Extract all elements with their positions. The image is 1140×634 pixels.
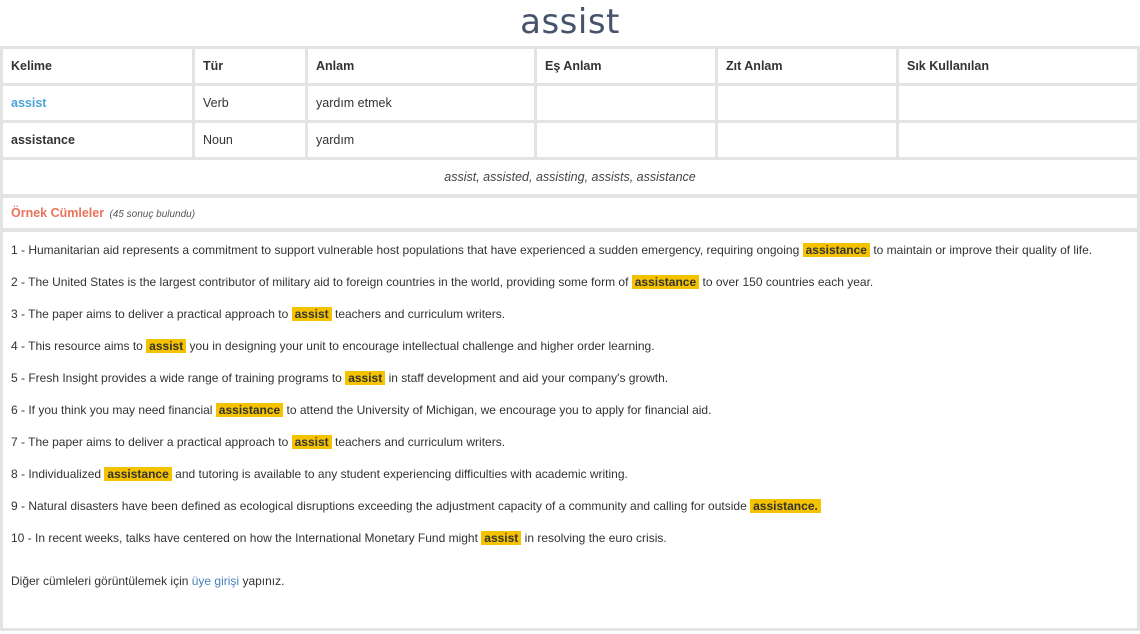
example-sentence bbox=[11, 368, 1129, 389]
word-forms: assist, assisted, assisting, assists, assistance bbox=[3, 160, 1137, 194]
sentence-text: 8 - Individualized bbox=[11, 467, 102, 481]
example-sentence bbox=[11, 336, 1129, 357]
common-cell bbox=[899, 86, 1137, 120]
table-row bbox=[3, 86, 1137, 120]
sentence-text: to over 150 countries each year. bbox=[702, 275, 874, 289]
header-es-anlam: Eş Anlam bbox=[537, 49, 715, 83]
word-table bbox=[0, 46, 1140, 160]
sentence-text: 10 - In recent weeks, talks have centered on how the International Monetary Fund might bbox=[11, 531, 478, 545]
example-sentences bbox=[3, 232, 1137, 628]
sentence-text: 2 - The United States is the largest contributor of military aid to foreign countries in the world, providing some form of bbox=[11, 275, 629, 289]
word-cell bbox=[3, 86, 192, 120]
sentence-list bbox=[11, 240, 1129, 549]
example-sentence bbox=[11, 432, 1129, 453]
sentence-text: 5 - Fresh Insight provides a wide range of training programs to bbox=[11, 371, 342, 385]
examples-header bbox=[3, 198, 1137, 228]
sentence-text: in resolving the euro crisis. bbox=[524, 531, 667, 545]
synonym-cell bbox=[537, 86, 715, 120]
sentence-text: 9 - Natural disasters have been defined as ecological disruptions exceeding the adjustment capacity of a community and calling for outside bbox=[11, 499, 747, 513]
highlighted-term: assist bbox=[292, 435, 332, 449]
header-anlam: Anlam bbox=[308, 49, 534, 83]
highlighted-term: assist bbox=[146, 339, 186, 353]
sentence-text: 6 - If you think you may need financial bbox=[11, 403, 213, 417]
sentence-text: and tutoring is available to any student experiencing difficulties with academic writing. bbox=[175, 467, 628, 481]
synonym-cell bbox=[537, 123, 715, 157]
highlighted-term: assistance bbox=[216, 403, 283, 417]
example-sentence bbox=[11, 304, 1129, 325]
example-sentence bbox=[11, 496, 1129, 517]
example-sentence bbox=[11, 272, 1129, 293]
sentence-text: 3 - The paper aims to deliver a practical approach to bbox=[11, 307, 289, 321]
highlighted-term: assist bbox=[292, 307, 332, 321]
example-sentence bbox=[11, 528, 1129, 549]
highlighted-term: assist bbox=[481, 531, 521, 545]
sentence-text: to attend the University of Michigan, we encourage you to apply for financial aid. bbox=[286, 403, 712, 417]
dictionary-panel bbox=[0, 46, 1140, 631]
meaning-cell: yardım bbox=[308, 123, 534, 157]
sentence-text: in staff development and aid your company's growth. bbox=[388, 371, 669, 385]
sentence-text: you in designing your unit to encourage intellectual challenge and higher order learning. bbox=[189, 339, 655, 353]
login-link[interactable]: üye girişi bbox=[191, 574, 240, 588]
highlighted-term: assist bbox=[345, 371, 385, 385]
antonym-cell bbox=[718, 123, 896, 157]
sentence-text: teachers and curriculum writers. bbox=[334, 307, 506, 321]
common-cell bbox=[899, 123, 1137, 157]
example-sentence bbox=[11, 400, 1129, 421]
page-title: assist bbox=[520, 2, 620, 42]
word-assistance: assistance bbox=[11, 133, 75, 147]
highlighted-term: assistance bbox=[803, 243, 870, 257]
login-note-before: Diğer cümleleri görüntülemek için bbox=[11, 574, 192, 588]
sentence-text: 7 - The paper aims to deliver a practical approach to bbox=[11, 435, 289, 449]
word-link-assist[interactable]: assist bbox=[11, 96, 47, 110]
header-zit-anlam: Zıt Anlam bbox=[718, 49, 896, 83]
header-sik-kullanilan: Sık Kullanılan bbox=[899, 49, 1137, 83]
example-sentence bbox=[11, 464, 1129, 485]
table-header-row bbox=[3, 49, 1137, 83]
sentence-text: teachers and curriculum writers. bbox=[334, 435, 506, 449]
examples-count: (45 sonuç bulundu) bbox=[109, 209, 196, 220]
antonym-cell bbox=[718, 86, 896, 120]
login-note-after: yapınız. bbox=[239, 574, 285, 588]
sentence-text: 4 - This resource aims to bbox=[11, 339, 143, 353]
header-tur: Tür bbox=[195, 49, 305, 83]
type-cell: Noun bbox=[195, 123, 305, 157]
table-row bbox=[3, 123, 1137, 157]
highlighted-term: assistance bbox=[632, 275, 699, 289]
type-cell: Verb bbox=[195, 86, 305, 120]
sentence-text: to maintain or improve their quality of life. bbox=[873, 243, 1093, 257]
examples-label: Örnek Cümleler bbox=[11, 206, 105, 220]
login-note bbox=[11, 573, 1129, 589]
highlighted-term: assistance bbox=[104, 467, 171, 481]
word-cell bbox=[3, 123, 192, 157]
highlighted-term: assistance. bbox=[750, 499, 821, 513]
example-sentence bbox=[11, 240, 1129, 261]
header-kelime: Kelime bbox=[3, 49, 192, 83]
meaning-cell: yardım etmek bbox=[308, 86, 534, 120]
sentence-text: 1 - Humanitarian aid represents a commitment to support vulnerable host populations that have experienced a sudden emergency, requiring ongoing bbox=[11, 243, 800, 257]
